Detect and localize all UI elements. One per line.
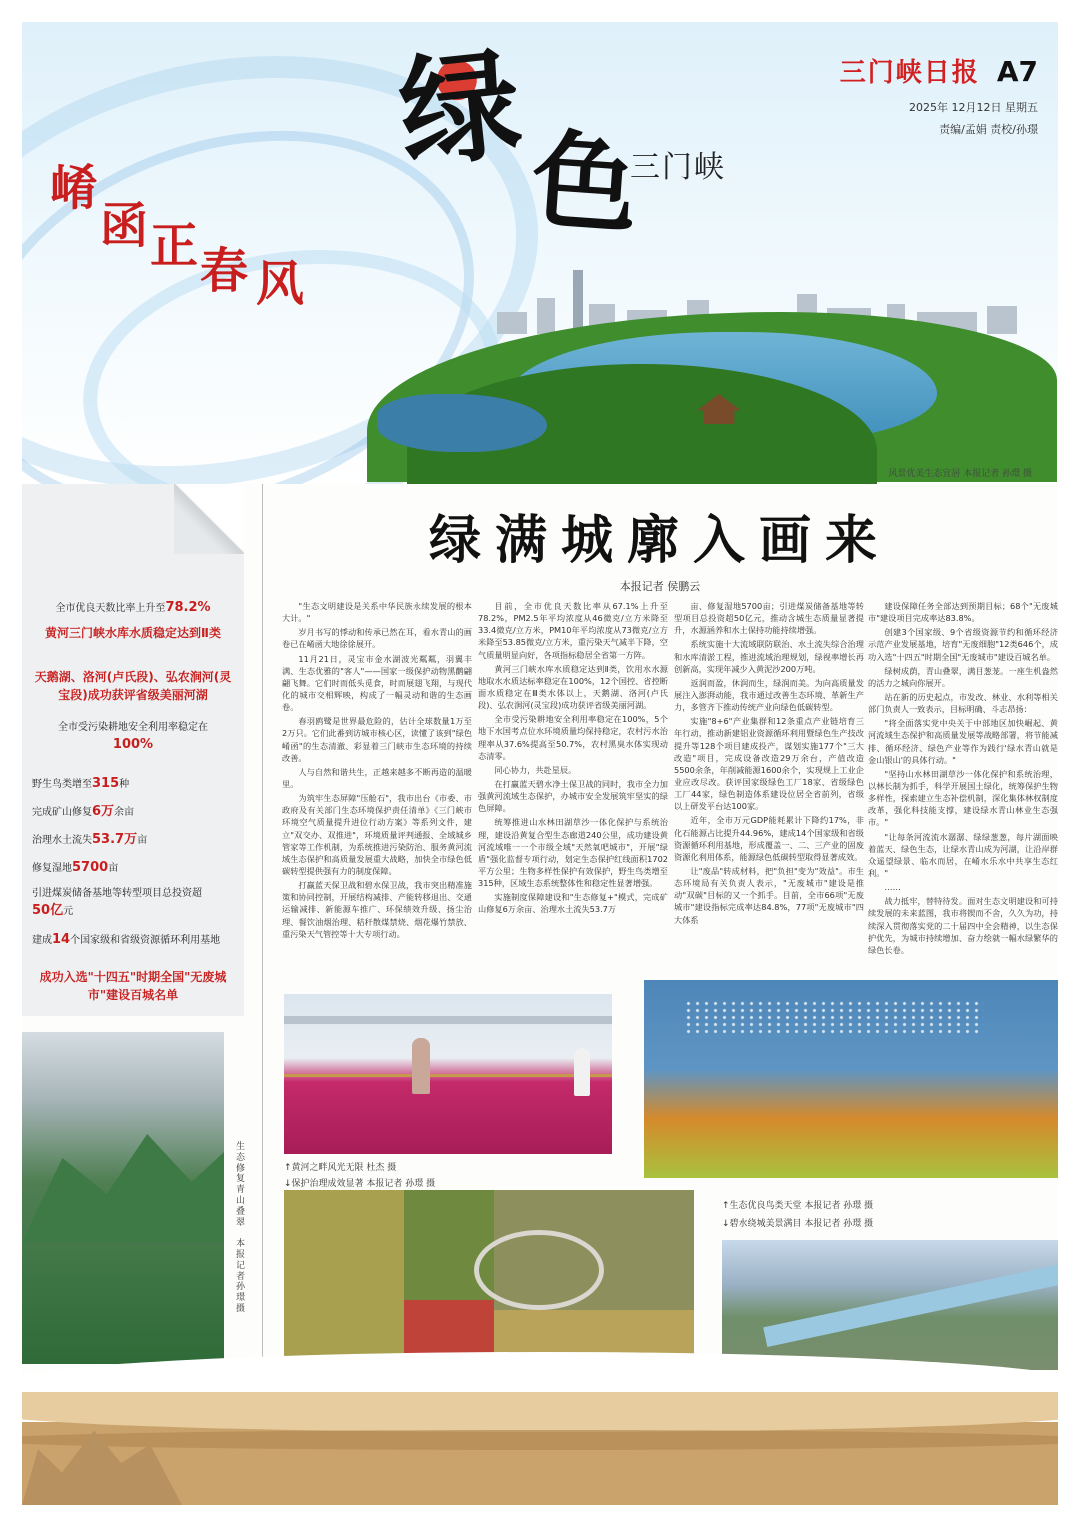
banner-photo-credit: 风景优美生态宜居 本报记者 孙璟 摄 [888, 469, 1032, 479]
railing [284, 1074, 612, 1077]
slogan-char: 春 [200, 243, 249, 299]
paragraph: 返润而盈，休润而生，绿润而美。为向高质量发展注入澎湃动能，我市通过改善生态环境、革新生产力，多管齐下推动传统产业向绿色低碳转型。 [674, 677, 864, 713]
paragraph: 统筹推进山水林田湖草沙一体化保护与系统治理，建设沿黄复合型生态廊道240公里，成功建设黄河流域唯一一个市级全域"天然氧吧城市"，开展"绿盾"强化监督专项行动，划定生态保护红线面积1702平方公里；生物多样性保护有效保护，野生鸟类增至315种，区域生态系统整体性和稳定性显著增强。 [478, 817, 668, 889]
stats-sidebar [22, 484, 244, 1016]
paragraph: 创建3个国家级、9个省级资源节约和循环经济示范产业发展基地，培育"无废细胞"12类646个，成功入选"十四五"时期全国"无废城市"建设百城名单。 [868, 627, 1058, 662]
person-figure [412, 1038, 430, 1094]
slogan-char: 崤 [50, 160, 99, 216]
riverside-city-photo [722, 1240, 1058, 1370]
banner-title-char-1: 绿 [392, 33, 527, 186]
paragraph: 绿树成荫，青山叠翠，满目葱茏。一座生机盎然的活力之城向你展开。 [868, 665, 1058, 688]
paragraph: 11月21日，灵宝市金水湖波光粼粼，羽翼丰满、生态优雅的"客人"——国家一级保护动物黑鹳翩翩飞舞。它们时而低头觅食，时而展翅飞翔，与现代化的城市交相辉映，构成了一幅灵动和谐的生态画卷。 [282, 653, 472, 713]
road-curve [474, 1230, 604, 1310]
page-number: A7 [996, 55, 1038, 88]
paragraph: 为筑牢生态屏障"压舱石"，我市出台《市委、市政府及有关部门生态环境保护责任清单》《三门峡市环境空气质量提升进位行动方案》等系列文件，建立"双交办、双推进"，环境质量评判通报、全域城乡管家等工作机制，为系统推进污染防治、服务黄河流域生态保护和高质量发展重大战略，加快全市绿色低碳转型提供强有力的制度保障。 [282, 793, 472, 876]
stat-item: 建成14个国家级和省级资源循环利用基地 [32, 932, 221, 947]
person-figure [574, 1048, 590, 1096]
banner-city-label: 三门峡 [630, 150, 726, 185]
newspaper-page [22, 22, 1058, 1505]
paragraph: "让每条河流流水潺潺、绿绿葱葱，每片湖面映着蓝天、绿色生态，让绿水青山成为河湖，让沿岸群众遥望绿景、临水而居，在崤水乐水中共享生态红利。" [868, 831, 1058, 878]
green-mountain-photo [22, 1032, 224, 1364]
mountain-ridge [22, 1122, 224, 1242]
stat-item: 全市受污染耕地安全利用率稳定在 100% [58, 722, 208, 752]
banner [22, 22, 1058, 484]
paragraph: 亩、修复湿地5700亩；引进煤炭储备基地等转型项目总投资超50亿元，推动含城生态质量显著提升，水源涵养和水土保持功能持续增强。 [674, 601, 864, 636]
article-byline: 本报记者 侯鹏云 [619, 580, 701, 593]
article-column-3 [674, 600, 864, 972]
paragraph: 让"废品"转成材料，把"负担"变为"效益"。市生态环境局有关负责人表示，"无废城市"建设是推动"双碳"目标的又一个抓手。目前，全市66项"无废城市"建设指标完成率达84.8%，77项"无废城市"四大体系 [674, 865, 864, 925]
paragraph: 实施制度保障建设和"生态修复+"模式，完成矿山修复6万余亩、治理水土流失53.7万 [478, 892, 668, 915]
stat-item: 治理水土流失53.7万亩 [32, 832, 148, 847]
paragraph: 系统实施十大流域联防联治、水土流失综合治理和水库清淤工程，推进流域治理规划，绿视率增长再创新高，实现年减少入黄泥沙200万吨。 [674, 639, 864, 674]
paragraph: 在打赢蓝天碧水净土保卫战的同时，我市全力加强黄河流域生态保护，办城市安全发展筑牢坚实的绿色屏障。 [478, 778, 668, 814]
banner-title-char-2: 色 [527, 116, 643, 249]
wetland-birds-photo [644, 980, 1058, 1178]
light-sand-wave [22, 1392, 1058, 1432]
column-divider [262, 484, 263, 1505]
article-column-1 [282, 600, 472, 972]
flower-field-photo [284, 994, 612, 1154]
vertical-caption: 生态修复青山叠翠 本报记者 孙璟 摄 [236, 1142, 246, 1314]
article-column-4 [868, 600, 1058, 972]
paragraph: 黄河三门峡水库水质稳定达到Ⅱ类，饮用水水源地取水水质达标率稳定在100%，12个国控、省控断面水质稳定在Ⅲ类水体以上，天鹅湖、洛河(卢氏段)、弘农涧河(灵宝段)成功获评省级美丽河湖。 [478, 663, 668, 711]
stat-item: 引进煤炭储备基地等转型项目总投资超 50亿元 [32, 888, 202, 918]
paragraph: "坚持山水林田湖草沙一体化保护和系统治理，以林长制为抓手，科学开展国土绿化，统筹保护生物多样性，探索建立生态补偿机制，深化集体林权制度改革，强化科技能支撑，建设绿水青山林业生态强市。" [868, 768, 1058, 828]
photo-caption: ↓保护治理成效显著 本报记者 孙璟 摄 [284, 1179, 436, 1189]
paragraph: "将全面落实党中央关于中部地区加快崛起、黄河流域生态保护和高质量发展等战略部署，将节能减排、循环经济、绿色产业等作为践行'绿水青山就是金山银山'的具体行动。" [868, 718, 1058, 765]
bridge [284, 1016, 612, 1024]
editor-credit: 责编/孟娟 责校/孙璟 [939, 123, 1038, 136]
page-curl [174, 484, 244, 554]
photo-caption: ↑黄河之畔风光无限 杜杰 摄 [284, 1163, 397, 1173]
bird-flock [684, 1000, 984, 1036]
dark-sand-wave [22, 1430, 1058, 1450]
lake-landscape-photo [367, 254, 1057, 484]
paragraph: 全市受污染耕地安全利用率稳定在100%，5个地下水国考点位水环境质量均保持稳定，农村污水治理率从37.6%提高至50.7%，农村黑臭水体实现动态清零。 [478, 714, 668, 761]
paragraph: 近年，全市万元GDP能耗累计下降约17%，非化石能源占比提升44.96%，建成14个国家级和省级资源循环利用基地，形成覆盖一、二、三产业的固废资源化利用体系，能源绿色低碳转型取得显著成效。 [674, 815, 864, 862]
slogan-char: 风 [256, 256, 305, 312]
paragraph: "生态文明建设是关系中华民族永续发展的根本大计。" [282, 601, 472, 624]
stat-item: 黄河三门峡水库水质稳定达到Ⅱ类 [45, 626, 221, 640]
photo-caption: ↓碧水绕城美景满目 本报记者 孙璟 摄 [722, 1219, 874, 1229]
sand-wave-footer [22, 1382, 1058, 1505]
paragraph: 人与自然和谐共生，正越来越多不断再造的温暖里。 [282, 766, 472, 789]
slogan-char: 函 [100, 198, 149, 254]
paragraph: 春羽鸥鹭是世界最危险的，估计全球数量1万至2万只。它们此番到访城市核心区，读懂了该到"绿色崤函"的生态清澈、彩显着三门峡市生态环境的持续改善。 [282, 716, 472, 763]
article-headline: 绿满城廓入画来 [428, 510, 891, 571]
masthead [840, 52, 1038, 137]
paragraph: 岁月书写的悸动和传承已然在耳，看水青山的画卷已在崤函大地徐徐展开。 [282, 627, 472, 650]
stat-item: 成功入选"十四五"时期全国"无废城市"建设百城名单 [39, 970, 227, 1002]
paragraph: 战力抵牢，替特待发。面对生态文明建设和可持续发展的未来蓝图，我市将锲而不舍，久久为功，持续深入贯彻落实党的二十届四中全会精神，以生态保护优先，为城市持续增加、奋力绘就一幅水绿繁华的绿色长卷。 [868, 896, 1058, 955]
stat-item: 天鹅湖、洛河(卢氏段)、弘农涧河(灵宝段)成功获评省级美丽河湖 [34, 670, 232, 702]
article-column-2 [478, 600, 668, 972]
paper-name: 三门峡日报 [839, 58, 980, 88]
stat-item: 修复湿地5700亩 [32, 860, 119, 875]
river [763, 1265, 1058, 1347]
stat-item: 全市优良天数比率上升至78.2% [55, 600, 211, 615]
paragraph: 站在新的历史起点，市发改、林业、水利等相关部门负责人一致表示，目标明确、斗志昂扬： [868, 691, 1058, 715]
paragraph: 同心协力，共赴星辰。 [494, 764, 577, 775]
paragraph: 目前，全市优良天数比率从67.1%上升至78.2%，PM2.5年平均浓度从46微克/立方米降至33.4微克/立方米，PM10年平均浓度从73微克/立方米降至53.85微克/立方米，重污染天气减半下降，空气质量明显向好，各项指标稳居全省第一方阵。 [478, 601, 668, 660]
stat-item: 完成矿山修复6万余亩 [32, 804, 135, 819]
photo-caption: ↑生态优良鸟类天堂 本报记者 孙璟 摄 [722, 1201, 874, 1211]
paragraph: 建设保障任务全部达到预期目标；68个"无废城市"建设项目完成率达83.8%。 [868, 601, 1058, 624]
stat-item: 野生鸟类增至315种 [32, 776, 130, 791]
paragraph: …… [884, 882, 901, 893]
slogan-char: 正 [150, 218, 199, 274]
paragraph: 实施"8+6"产业集群和12条重点产业链培育三年行动，推动新建铝业资源循环利用暨绿色生产技改提升等128个项目建成投产，谋划实施177个"三大改造"项目，完成设备改造29万余台，产值改造5500余条，年削减能源1600余个，实现规上工业企业应改尽改。获评国家级绿色工厂18家、省级绿色工厂44家，绿色制造体系建设位居全省前列，省级以上研发平台达100家。 [674, 716, 864, 812]
paragraph: 打赢蓝天保卫战和碧水保卫战，我市突出精准施策和协同控制，开展结构减排、产能转移退出、交通运输减排、新能源车推广、环保绩效升级、扬尘治理、餐饮油烟治理、秸秆散煤禁烧、烟花爆竹禁放、重污染天气管控等十大专项行动。 [282, 880, 472, 939]
issue-date: 2025年 12月12日 星期五 [909, 101, 1038, 114]
